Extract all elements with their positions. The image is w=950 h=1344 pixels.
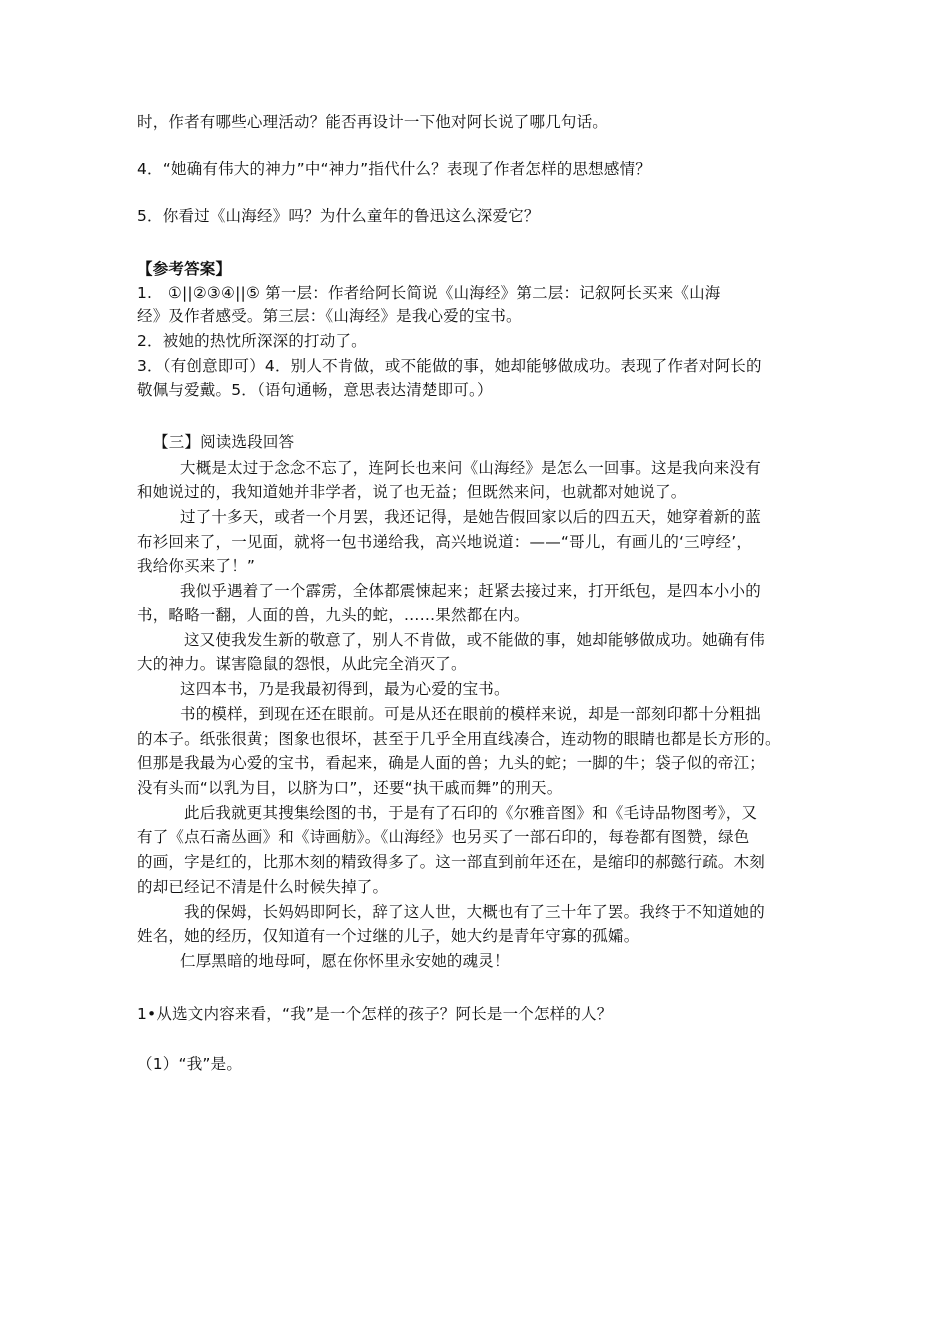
passage-line: 我似乎遇着了一个霹雳，全体都震悚起来；赶紧去接过来，打开纸包，是四本小小的 <box>180 582 761 600</box>
passage-line: 这又使我发生新的敬意了，别人不肯做，或不能做的事，她却能够做成功。她确有伟 <box>184 631 765 649</box>
question-3-continuation: 时，作者有哪些心理活动？能否再设计一下他对阿长说了哪几句话。 <box>137 113 609 131</box>
passage-line: 此后我就更其搜集绘图的书，于是有了石印的《尔雅音图》和《毛诗品物图考》，又 <box>184 804 758 822</box>
passage-line: 我的保姆，长妈妈即阿长，辞了这人世，大概也有了三十年了罢。我终于不知道她的 <box>184 903 765 921</box>
passage-line: 我给你买来了！” <box>137 557 256 575</box>
passage-line: 大的神力。谋害隐鼠的怨恨，从此完全消灭了。 <box>137 655 467 673</box>
passage-line: 的却已经记不清是什么时候失掉了。 <box>137 878 389 896</box>
question-4: 4．“她确有伟大的神力”中“神力”指代什么？表现了作者怎样的思想感情？ <box>137 160 651 178</box>
passage-line: 大概是太过于念念不忘了，连阿长也来问《山海经》是怎么一回事。这是我向来没有 <box>180 459 761 477</box>
passage-line: 但那是我最为心爱的宝书，看起来，确是人面的兽；九头的蛇；一脚的牛；袋子似的帝江； <box>137 754 766 772</box>
passage-line: 的本子。纸张很黄；图象也很坏，甚至于几乎全用直线凑合，连动物的眼睛也都是长方形的。 <box>137 730 781 748</box>
answer-blank-1: （1）“我”是。 <box>137 1055 243 1073</box>
passage-line: 这四本书，乃是我最初得到，最为心爱的宝书。 <box>180 680 510 698</box>
section-heading: 【三】阅读选段回答 <box>153 433 295 451</box>
passage-line: 书的模样，到现在还在眼前。可是从还在眼前的模样来说，却是一部刻印都十分粗拙 <box>180 705 761 723</box>
passage-line: 书，略略一翻，人面的兽，九头的蛇，……果然都在内。 <box>137 606 530 624</box>
answer-line: 2．被她的热忱所深深的打动了。 <box>137 332 367 350</box>
answer-line: 1. ①||②③④||⑤ 第一层：作者给阿长简说《山海经》第二层：记叙阿长买来《山海 <box>137 284 721 302</box>
passage-line: 和她说过的，我知道她并非学者，说了也无益；但既然来问，也就都对她说了。 <box>137 483 687 501</box>
question-5: 5．你看过《山海经》吗？为什么童年的鲁迅这么深爱它？ <box>137 207 540 225</box>
passage-line: 过了十多天，或者一个月罢，我还记得，是她告假回家以后的四五天，她穿着新的蓝 <box>180 508 761 526</box>
answer-line: 敬佩与爱戴。5．（语句通畅，意思表达清楚即可。） <box>137 381 493 399</box>
question-1: 1•从选文内容来看，“我”是一个怎样的孩子？阿长是一个怎样的人？ <box>137 1005 613 1023</box>
passage-line: 有了《点石斋丛画》和《诗画舫》。《山海经》也另买了一部石印的，每卷都有图赞，绿色 <box>137 828 750 846</box>
passage-line: 姓名，她的经历，仅知道有一个过继的儿子，她大约是青年守寡的孤孀。 <box>137 927 640 945</box>
passage-line: 没有头而“以乳为目，以脐为口”，还要“执干戚而舞”的刑天。 <box>137 779 563 797</box>
passage-line: 仁厚黑暗的地母呵，愿在你怀里永安她的魂灵！ <box>180 952 510 970</box>
answer-line: 经》及作者感受。第三层：《山海经》是我心爱的宝书。 <box>137 307 522 325</box>
passage-line: 的画，字是红的，比那木刻的精致得多了。这一部直到前年还在，是缩印的郝懿行疏。木刻 <box>137 853 766 871</box>
answer-line: 3．（有创意即可）4．别人不肯做，或不能做的事，她却能够做成功。表现了作者对阿长的 <box>137 357 762 375</box>
answer-heading: 【参考答案】 <box>137 260 232 278</box>
passage-line: 布衫回来了，一见面，就将一包书递给我，高兴地说道：——“哥儿，有画儿的‘三哼经’， <box>137 533 753 551</box>
